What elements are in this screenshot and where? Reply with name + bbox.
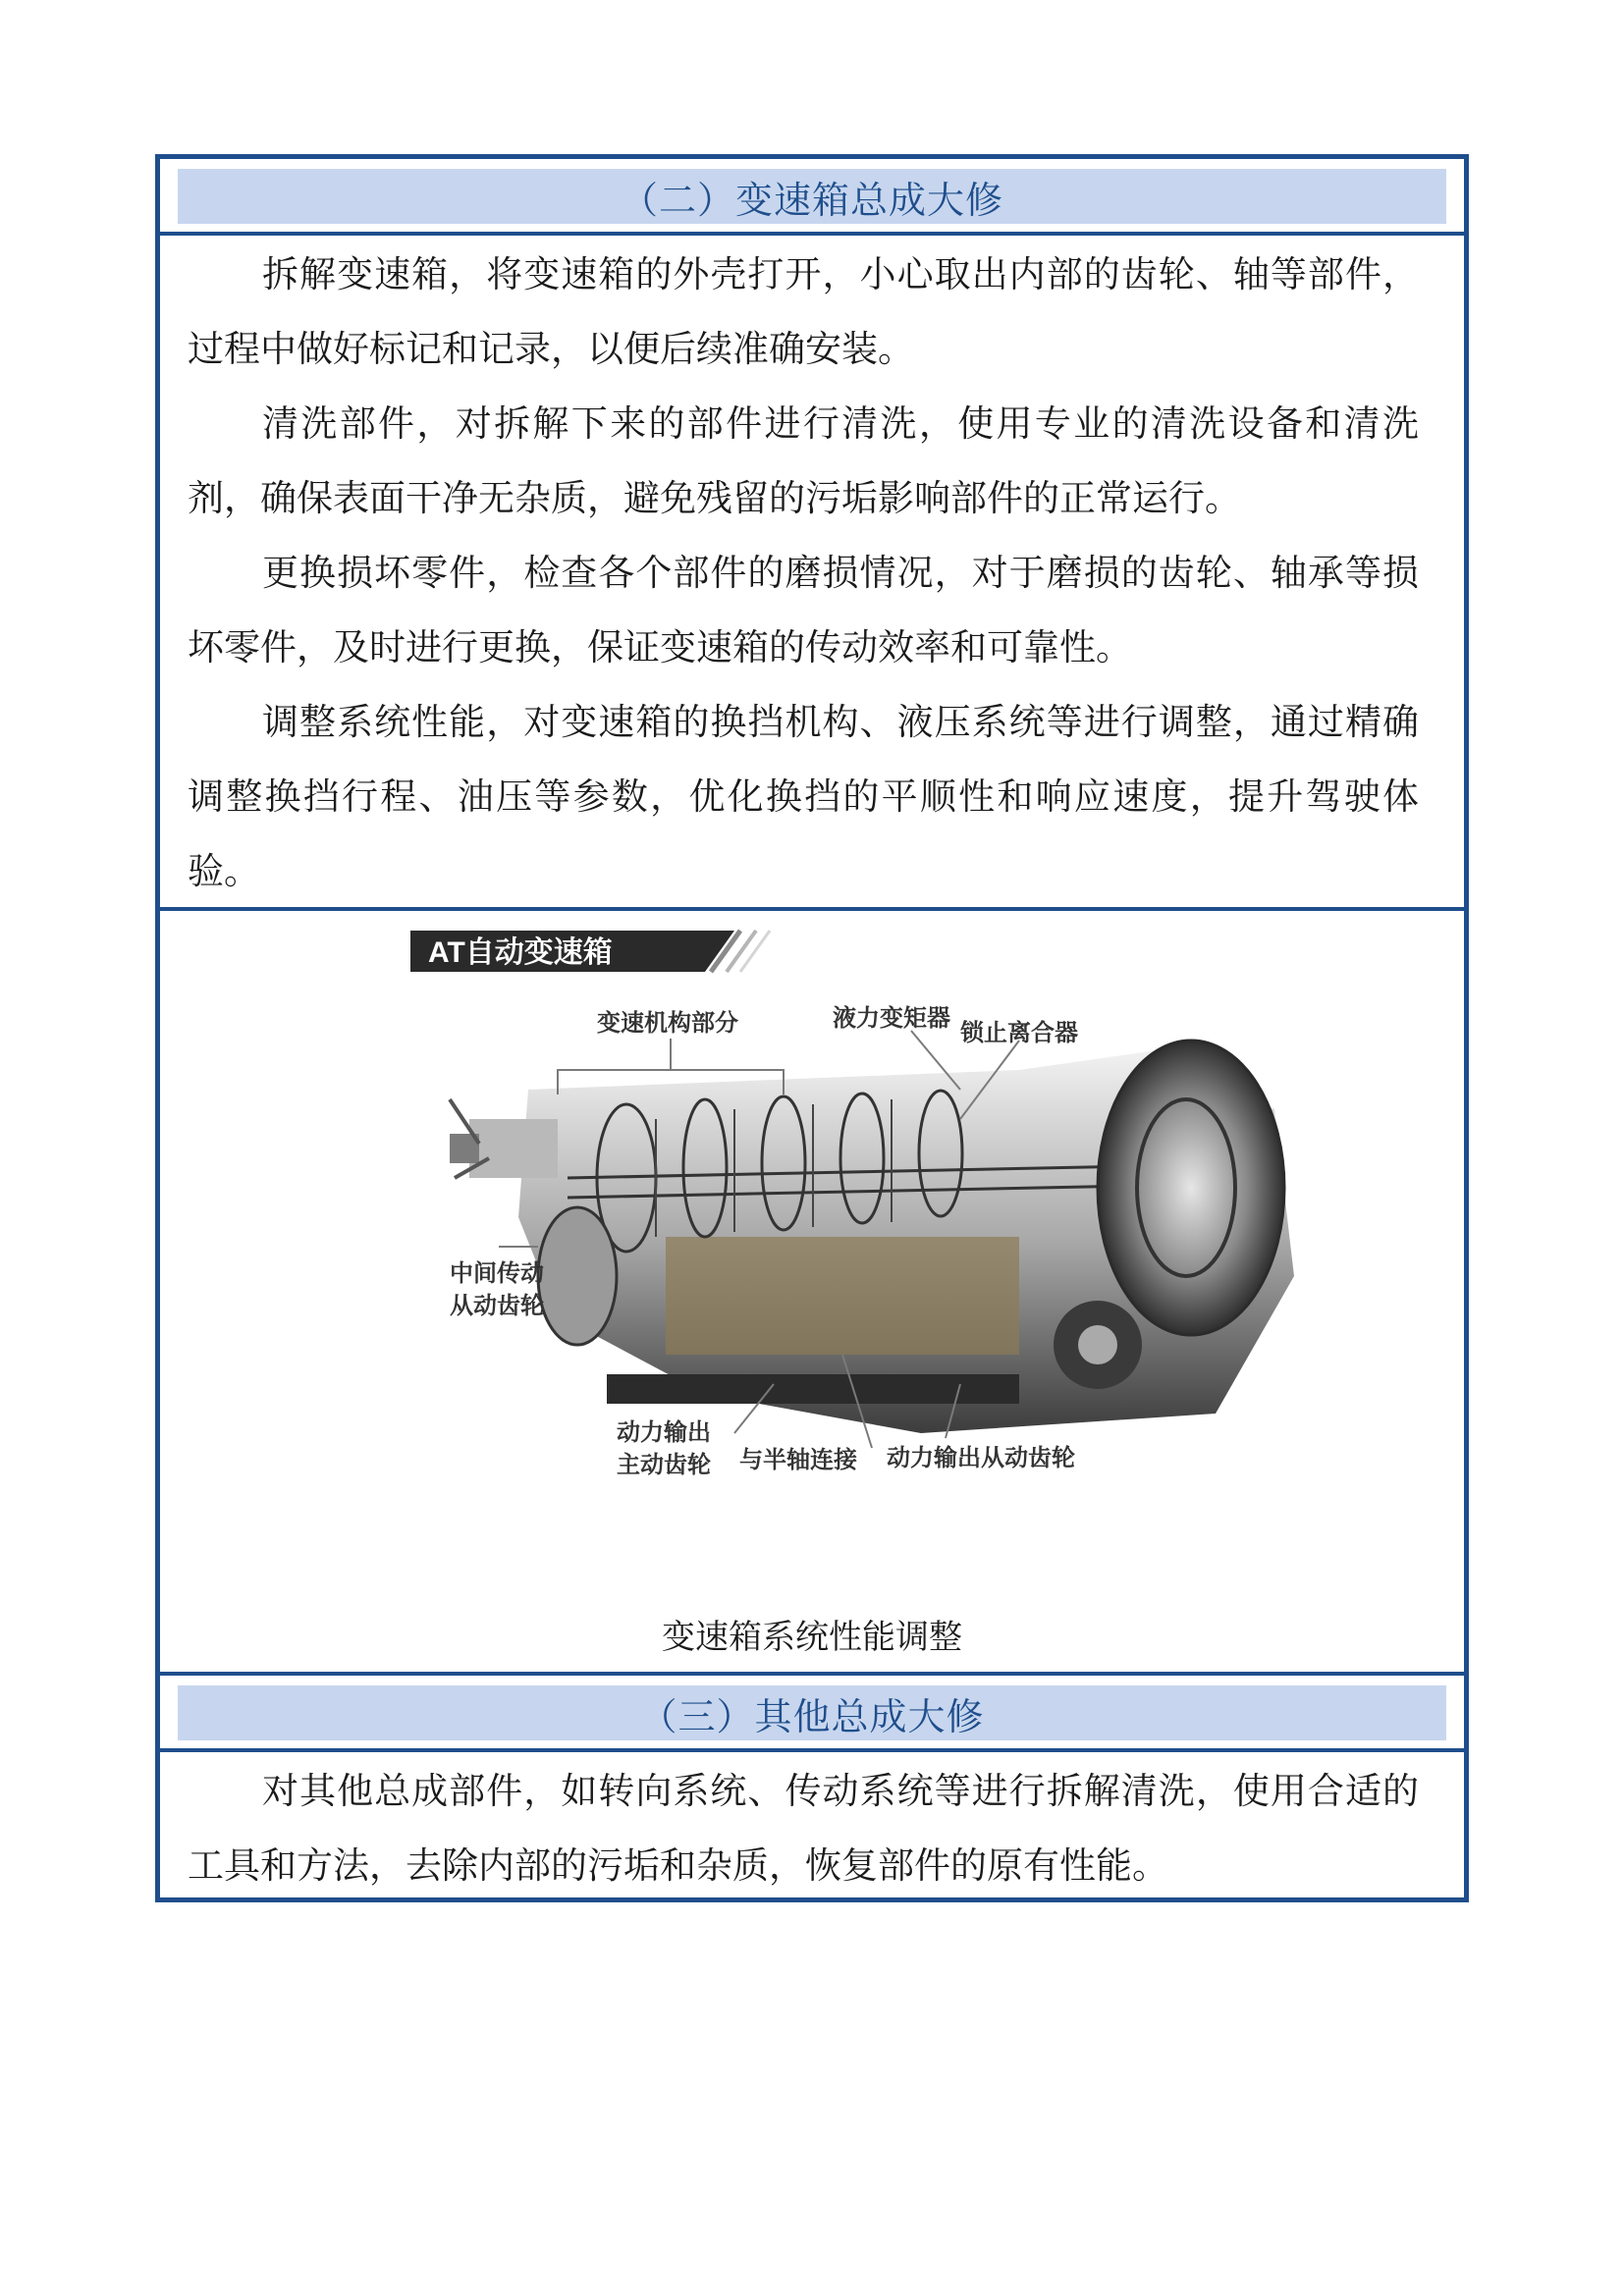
label-gear-section: 变速机构部分 [597, 1010, 738, 1037]
label-output-drive-line2: 主动齿轮 [617, 1452, 711, 1478]
other-assemblies-text-block [160, 1754, 1464, 1903]
banner-title: AT自动变速箱 [428, 936, 613, 969]
paragraph-replace: 更换损坏零件，检查各个部件的磨损情况，对于磨损的齿轮、轴承等损坏零件，及时进行更换，保证变速箱的传动效率和可靠性。 [188, 552, 1419, 668]
section-heading-other-assemblies [160, 1672, 1464, 1752]
label-torque-converter: 液力变矩器 [833, 1005, 950, 1032]
document-frame [155, 154, 1469, 1902]
paragraph-adjust: 调整系统性能，对变速箱的换挡机构、液压系统等进行调整，通过精确调整换挡行程、油压等参数，优化换挡的平顺性和响应速度，提升驾驶体验。 [188, 701, 1419, 892]
at-transmission-diagram [410, 923, 1490, 1571]
transmission-text-block [160, 238, 1464, 909]
paragraph-clean: 清洗部件，对拆解下来的部件进行清洗，使用专业的清洗设备和清洗剂，确保表面干净无杂质，避免残留的污垢影响部件的正常运行。 [188, 402, 1419, 519]
figure-caption: 变速箱系统性能调整 [662, 1618, 962, 1657]
section-heading-transmission [160, 159, 1464, 236]
transmission-body [450, 1041, 1294, 1433]
label-lockup-clutch: 锁止离合器 [960, 1020, 1078, 1046]
heading-text: （二）变速箱总成大修 [620, 178, 1003, 222]
label-output-driven-gear: 动力输出从动齿轮 [887, 1445, 1075, 1471]
heading-band [178, 169, 1446, 224]
label-intermediate-gear-line2: 从动齿轮 [450, 1293, 544, 1319]
label-intermediate-gear-line1: 中间传动 [450, 1260, 544, 1287]
label-half-shaft: 与半轴连接 [739, 1447, 857, 1473]
paragraph-disassemble: 拆解变速箱，将变速箱的外壳打开，小心取出内部的齿轮、轴等部件，过程中做好标记和记录，以便后续准确安装。 [188, 253, 1419, 370]
banner [410, 931, 770, 972]
transmission-figure [160, 911, 1464, 1672]
heading-text: （三）其他总成大修 [639, 1694, 985, 1738]
heading-band [178, 1685, 1446, 1740]
paragraph-other-assemblies: 对其他总成部件，如转向系统、传动系统等进行拆解清洗，使用合适的工具和方法，去除内部的污垢和杂质，恢复部件的原有性能。 [188, 1770, 1419, 1887]
label-output-drive-line1: 动力输出 [617, 1419, 711, 1446]
